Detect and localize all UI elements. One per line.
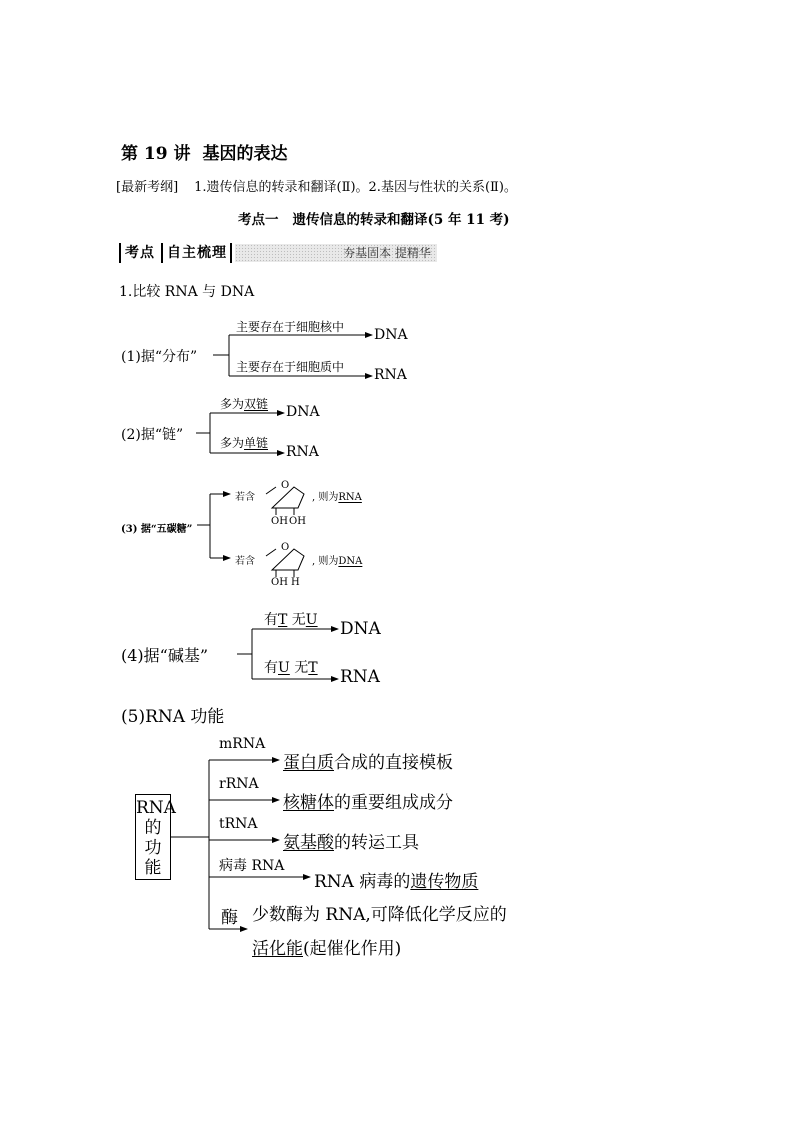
dist-result-rna: RNA [374,367,407,383]
chain-branch-single [220,434,268,451]
section-heading-compare: 1.比较 RNA 与 DNA [119,284,255,300]
base-key-t: T [308,660,318,676]
sugar-then-1 [312,488,362,503]
dist-label: (1)据“分布” [121,349,198,365]
branch-label-enzyme: 酶 [221,908,238,928]
banner-label-self-study: 自主梳理 [167,245,227,261]
function-key: 氨基酸 [283,833,334,853]
chain-label: (2)据“链” [121,427,184,443]
base-key-u: U [278,660,290,676]
function-heading: (5)RNA 功能 [121,707,225,727]
chain-result-dna: DNA [286,404,320,420]
function-key: 遗传物质 [410,872,479,892]
banner-tagline: 夯基固本 提精华 [343,246,431,260]
ribose-ring-oxygen: O [281,480,290,491]
sugar-result-rna: RNA [338,492,362,503]
point-label: 考点一 [238,212,279,228]
lecture-number: 第 19 讲 [121,144,191,164]
box-line: 能 [144,858,162,878]
branch-label-viral-rna: 病毒 RNA [219,858,285,874]
sugar-result-dna: DNA [338,556,363,567]
chain-key-single: 单链 [244,436,269,450]
dist-result-dna: DNA [374,327,408,343]
dist-branch-nucleus: 主要存在于细胞核中 [236,320,345,334]
function-item-enzyme-line1: 少数酶为 RNA,可降低化学反应的 [252,905,507,925]
chain-branch-double [220,395,268,412]
banner-label-kaodian: 考点 [125,245,155,261]
function-key: 活化能 [252,939,303,959]
base-branch-rna [264,657,318,677]
base-branch-dna [264,609,318,629]
sugar-contains-1: 若含 [235,492,255,503]
base-result-dna: DNA [340,619,381,639]
base-have: 有 [264,612,278,628]
outline-text: 1.遗传信息的转录和翻译(Ⅱ)。2.基因与性状的关系(Ⅱ)。 [194,180,517,195]
outline-tag: [最新考纲] [116,180,179,195]
base-no: 无 [291,612,306,628]
sugar-then-text: , 则为 [312,556,339,567]
function-key: 核糖体 [283,793,334,813]
point-title: 遗传信息的转录和翻译(5 年 11 考) [292,212,510,228]
base-key-u: U [305,612,318,628]
function-rest: 合成的直接模板 [334,753,453,773]
base-label: (4)据“碱基” [121,646,209,665]
ribose-oh-1: OH [271,516,288,527]
function-key: 蛋白质 [283,753,334,773]
base-key-t: T [278,612,288,628]
box-line: 功 [144,838,162,858]
deoxyribose-h: H [291,577,300,588]
function-rest: 的转运工具 [334,833,419,853]
ribose-oh-2: OH [289,516,306,527]
function-pre: RNA 病毒的 [314,872,411,892]
sugar-then-text: , 则为 [312,492,339,503]
function-item-enzyme-line2 [252,934,401,959]
base-no: 无 [294,660,309,676]
function-rest: (起催化作用) [303,939,402,959]
branch-label-mrna: mRNA [219,736,266,752]
function-item-rrna [283,788,453,813]
chain-result-rna: RNA [286,444,319,460]
dist-branch-cytoplasm: 主要存在于细胞质中 [236,360,345,374]
function-item-viral [314,867,478,892]
deoxyribose-ring-oxygen: O [281,542,290,553]
chain-key-double: 双链 [244,397,269,411]
base-result-rna: RNA [340,667,380,687]
sugar-label: (3) 据“五碳糖” [121,524,193,535]
box-line: 的 [144,818,162,838]
deoxyribose-oh: OH [271,577,288,588]
sugar-then-2 [312,552,362,567]
lecture-topic: 基因的表达 [202,144,288,164]
chain-branch-prefix: 多为 [220,436,245,450]
branch-label-trna: tRNA [219,816,258,832]
base-have: 有 [264,660,278,676]
rna-function-box [135,794,176,880]
sugar-contains-2: 若含 [235,556,255,567]
branch-label-rrna: rRNA [219,776,259,792]
function-item-trna [283,828,419,853]
function-rest: 的重要组成成分 [334,793,453,813]
box-line: RNA [136,798,176,818]
chain-branch-prefix: 多为 [220,397,245,411]
function-item-mrna [283,748,453,773]
